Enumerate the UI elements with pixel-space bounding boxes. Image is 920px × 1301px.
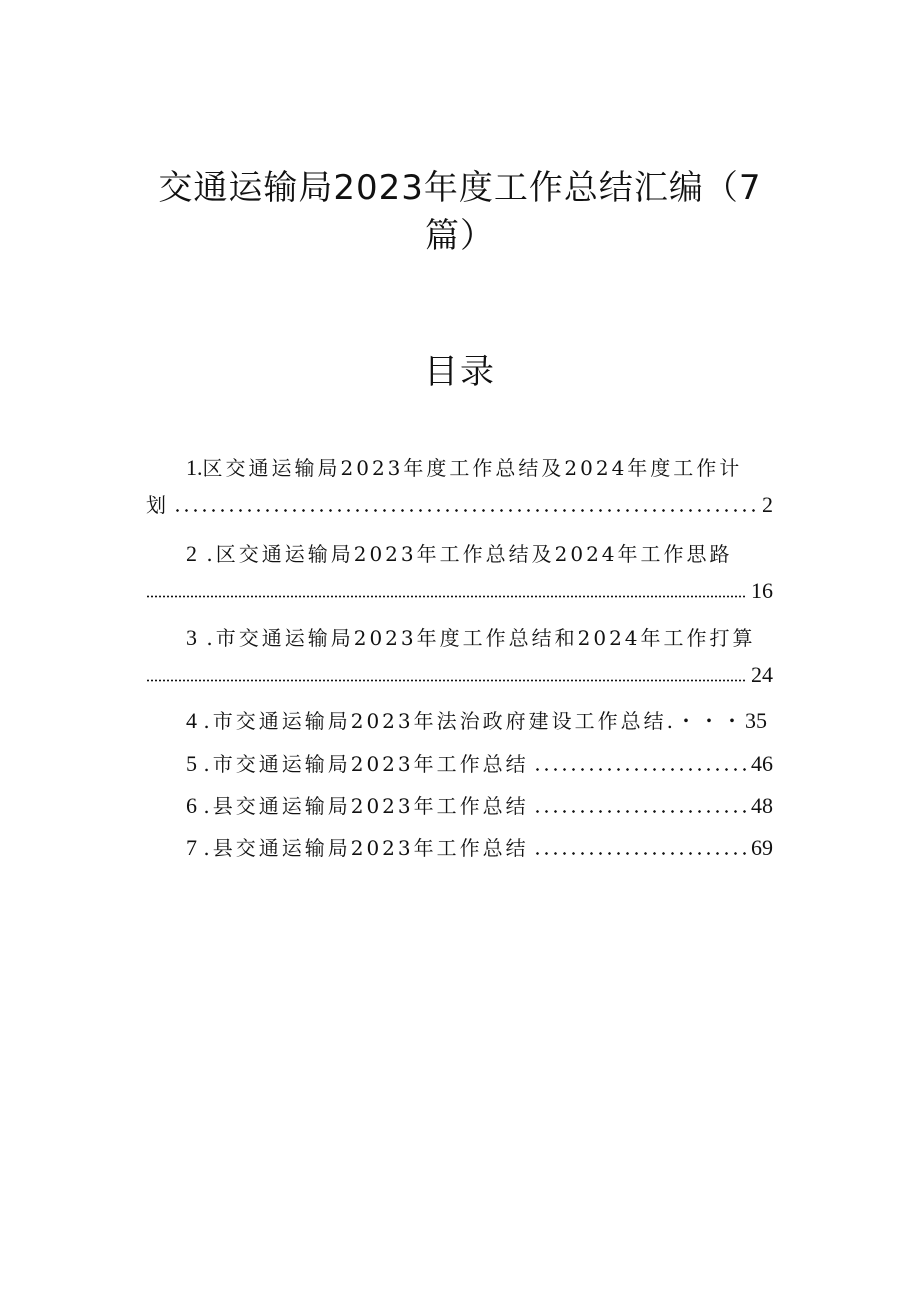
toc-page-number: 69 bbox=[751, 835, 773, 860]
toc-entry-number: 5 bbox=[186, 751, 197, 776]
toc-page-number: 2 bbox=[762, 492, 773, 517]
toc-entry-title-continuation: 划 bbox=[146, 493, 169, 517]
toc-entry-1-leader-row[interactable] bbox=[146, 490, 773, 518]
toc-entry-5[interactable] bbox=[186, 747, 773, 777]
toc-entry-number: 4 bbox=[186, 708, 197, 733]
dot-leader bbox=[173, 509, 758, 512]
toc-entry-number: 3 bbox=[186, 625, 197, 650]
toc-entry-7[interactable] bbox=[186, 831, 773, 861]
toc-page-number: 35 bbox=[744, 708, 767, 733]
toc-entry-number: 7 bbox=[186, 835, 197, 860]
toc-entry-3[interactable] bbox=[186, 622, 756, 651]
dot-leader bbox=[533, 768, 747, 771]
toc-entry-title: 区交通运输局2023年度工作总结及2024年度工作计 bbox=[202, 456, 743, 480]
toc-page-number: 16 bbox=[751, 578, 773, 603]
toc-entry-4[interactable] bbox=[186, 704, 767, 734]
document-title-line-2: 篇） bbox=[425, 216, 495, 256]
toc-entry-2[interactable] bbox=[186, 538, 733, 567]
toc-page-number: 46 bbox=[751, 751, 773, 776]
dot-leader bbox=[146, 595, 747, 598]
dot-leader bbox=[533, 852, 747, 855]
toc-heading: 目录 bbox=[424, 352, 496, 392]
toc-entry-title: .县交通运输局2023年工作总结 bbox=[203, 836, 529, 860]
toc-page-number: 48 bbox=[751, 793, 773, 818]
document-title-line-1: 交通运输局2023年度工作总结汇编（7 bbox=[158, 168, 762, 208]
toc-page-number: 24 bbox=[751, 662, 773, 687]
toc-entry-1[interactable] bbox=[186, 452, 742, 481]
toc-entry-number: 6 bbox=[186, 793, 197, 818]
toc-entry-number: 2 bbox=[186, 541, 197, 566]
toc-entry-title: .区交通运输局2023年工作总结及2024年工作思路 bbox=[206, 542, 733, 566]
toc-entry-title: .县交通运输局2023年工作总结 bbox=[203, 794, 529, 818]
toc-entry-number: 1. bbox=[186, 455, 203, 480]
toc-entry-title: .市交通运输局2023年工作总结 bbox=[203, 752, 529, 776]
toc-entry-6[interactable] bbox=[186, 789, 773, 819]
toc-entry-title: .市交通运输局2023年度工作总结和2024年工作打算 bbox=[206, 626, 756, 650]
dot-leader bbox=[146, 679, 747, 682]
toc-entry-3-leader-row[interactable] bbox=[146, 660, 773, 688]
toc-entry-2-leader-row[interactable] bbox=[146, 576, 773, 604]
toc-entry-title: .市交通运输局2023年法治政府建设工作总结.・・・ bbox=[203, 709, 745, 733]
dot-leader bbox=[533, 810, 747, 813]
